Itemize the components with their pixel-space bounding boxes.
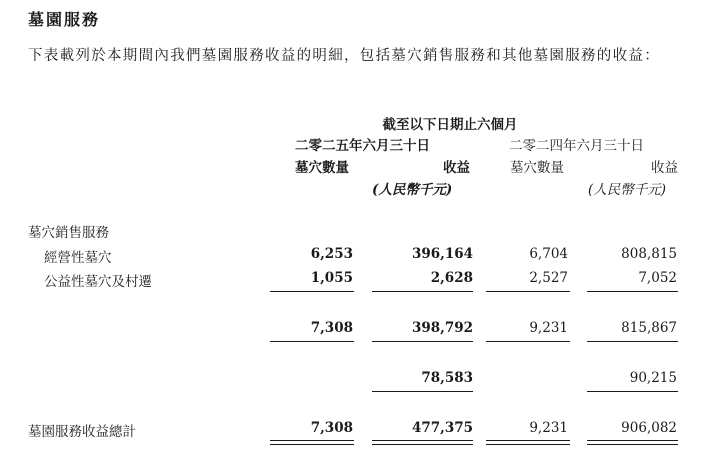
double-rule [486, 440, 570, 445]
row-label: 公益性墓穴及村遷 [44, 274, 152, 290]
group-label: 墓穴銷售服務 [28, 225, 109, 241]
cell-plots-2024: 2,527 [529, 270, 568, 286]
rule [587, 291, 678, 292]
section-title: 墓園服務 [28, 10, 101, 29]
total-label: 墓園服務收益總計 [28, 424, 136, 440]
double-rule [372, 440, 473, 445]
cell-plots-2025: 6,253 [310, 246, 353, 262]
subtotal-rev-2024: 815,867 [621, 320, 677, 336]
total-rev-2025: 477,375 [411, 420, 473, 436]
cell-plots-2024: 6,704 [529, 246, 568, 262]
rule [270, 341, 354, 342]
subtotal-plots-2025: 7,308 [310, 320, 353, 336]
rule [486, 341, 570, 342]
unit-2024: (人民幣千元) [588, 182, 667, 198]
col-revenue-2025: 收益 [443, 160, 470, 176]
rule [372, 291, 473, 292]
col-plots-2024: 墓穴數量 [510, 160, 564, 176]
subtotal-plots-2024: 9,231 [529, 320, 568, 336]
rule [372, 341, 473, 342]
total-rev-2024: 906,082 [621, 420, 677, 436]
rule [587, 391, 678, 392]
period-header: 截至以下日期止六個月 [382, 117, 518, 133]
double-rule [587, 440, 678, 445]
period-2024-header: 二零二四年六月三十日 [509, 138, 644, 154]
other-rev-2025: 78,583 [421, 370, 473, 386]
rule [587, 341, 678, 342]
cell-plots-2025: 1,055 [310, 270, 353, 286]
unit-2025: (人民幣千元) [372, 182, 453, 198]
rule [270, 291, 354, 292]
cell-rev-2024: 7,052 [638, 270, 677, 286]
total-plots-2025: 7,308 [310, 420, 353, 436]
total-plots-2024: 9,231 [529, 420, 568, 436]
cell-rev-2025: 396,164 [411, 246, 473, 262]
rule [486, 291, 570, 292]
period-2025-header: 二零二五年六月三十日 [295, 138, 430, 154]
cell-rev-2024: 808,815 [621, 246, 677, 262]
subtotal-rev-2025: 398,792 [411, 320, 473, 336]
other-rev-2024: 90,215 [629, 370, 677, 386]
cell-rev-2025: 2,628 [430, 270, 473, 286]
row-label: 經營性墓穴 [44, 250, 112, 266]
col-plots-2025: 墓穴數量 [295, 160, 349, 176]
double-rule [270, 440, 354, 445]
col-revenue-2024: 收益 [651, 160, 678, 176]
rule [372, 391, 473, 392]
intro-paragraph: 下表載列於本期間內我們墓園服務收益的明細，包括墓穴銷售服務和其他墓園服務的收益： [28, 48, 660, 64]
